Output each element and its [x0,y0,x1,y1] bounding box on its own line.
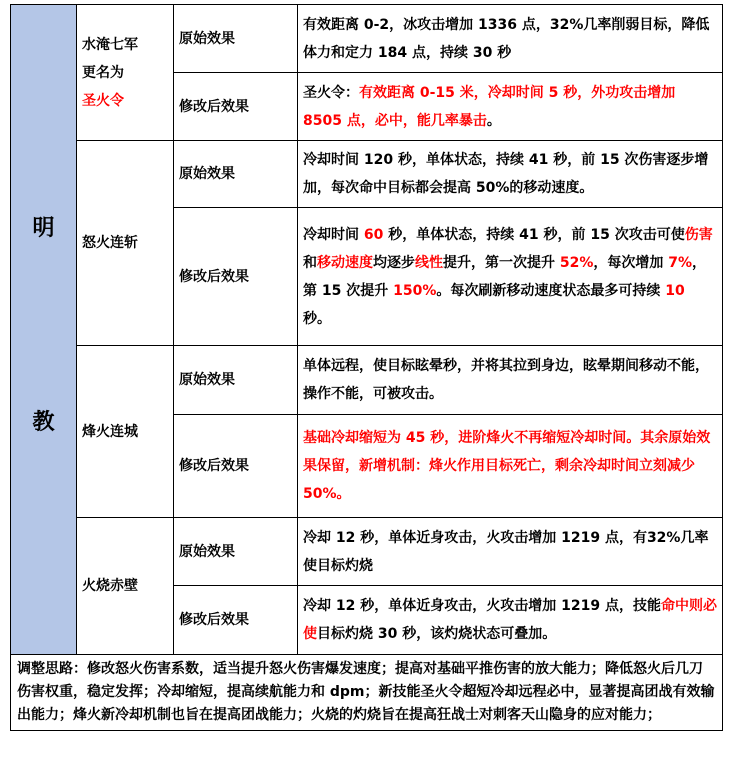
skill-name-cell [77,518,174,655]
original-effect-text: 冷却 12 秒，单体近身攻击，火攻击增加 1219 点，有32%几率使目标灼烧 [298,518,723,586]
effect-text-run: 冷却时间 [303,226,364,243]
effect-text-run: 和 [303,254,317,271]
skill-name: 水淹七军 [82,36,138,53]
effect-text-run: 秒。 [303,310,331,327]
effect-text-run: 。 [486,112,501,129]
modified-effect-text [298,73,723,141]
effect-text-run: ，第 15 次提升 [303,254,707,299]
highlighted-change-text: 60 [363,226,384,243]
skill-table [10,4,723,731]
modified-effect-label: 修改后效果 [174,415,298,518]
modified-effect-text [298,415,723,518]
highlighted-change-text: 有效距离 0-15 米，冷却时间 5 秒，外功攻击增加 8505 点，必中，能几率暴击 [303,84,676,129]
highlighted-change-text: 10 [665,282,685,299]
skill-row-original [11,5,723,73]
skill-name-cell [77,141,174,346]
highlighted-change-text: 7% [668,254,693,271]
modified-effect-label: 修改后效果 [174,208,298,346]
effect-text-run: 秒，单体状态，持续 41 秒，前 15 次攻击可使 [383,226,685,243]
skill-name-cell [77,5,174,141]
note-row [11,655,723,731]
original-effect-text: 冷却时间 120 秒，单体状态，持续 41 秒，前 15 次伤害逐步增加，每次命中目标都会提高 50%的移动速度。 [298,141,723,208]
skill-name: 烽火连城 [82,423,138,440]
effect-text-run: 冷却 12 秒，单体近身攻击，火攻击增加 1219 点，技能 [303,598,661,614]
section-cell [11,5,77,655]
effect-text-run: 目标灼烧 30 秒，该灼烧状态可叠加。 [317,626,557,642]
skill-name: 更名为 [82,64,124,81]
highlighted-change-text: 线性 [415,254,443,271]
highlighted-change-text: 伤害 [684,226,713,243]
original-effect-label: 原始效果 [174,518,298,586]
original-effect-text: 单体远程，使目标眩晕秒，并将其拉到身边，眩晕期间移动不能，操作不能，可被攻击。 [298,346,723,415]
skill-new-name: 圣火令 [82,92,124,109]
effect-text-run: 均逐步 [373,254,415,271]
modified-effect-text [298,208,723,346]
modified-effect-text [298,586,723,655]
effect-text-run: ，每次增加 [593,254,669,271]
skill-change-sheet [10,4,722,731]
original-effect-label: 原始效果 [174,5,298,73]
skill-row-original [11,346,723,415]
highlighted-change-text: 移动速度 [317,254,373,271]
skill-name: 怒火连斩 [82,235,138,251]
skill-row-original [11,141,723,208]
skill-name: 火烧赤壁 [82,578,138,594]
effect-text-run: 。每次刷新移动速度状态最多可持续 [436,282,666,299]
highlighted-change-text: 基础冷却缩短为 45 秒，进阶烽火不再缩短冷却时间。其余原始效果保留，新增机制：烽火作用目标死亡，剩余冷却时间立刻减少 50%。 [303,430,711,502]
skill-row-original [11,518,723,586]
adjustment-note: 调整思路：修改怒火伤害系数，适当提升怒火伤害爆发速度；提高对基础平推伤害的放大能力；降低怒火后几刀伤害权重，稳定发挥；冷却缩短，提高续航能力和 dpm；新技能圣火令超短冷却远程必中，显著提高团战有效输出能力；烽火新冷却机制也旨在提高团战能力；火烧的灼烧旨在提高狂战士对刺客天山隐身的应对能力； [11,655,723,731]
highlighted-change-text: 命中则必使 [303,598,717,642]
section-label-top: 明 [32,215,55,241]
modified-effect-label: 修改后效果 [174,586,298,655]
skill-name-cell [77,346,174,518]
modified-effect-label: 修改后效果 [174,73,298,141]
effect-text-run: 圣火令： [303,84,359,101]
highlighted-change-text: 150% [393,282,437,299]
original-effect-label: 原始效果 [174,346,298,415]
original-effect-text: 有效距离 0-2，冰攻击增加 1336 点，32%几率削弱目标，降低体力和定力 184 点，持续 30 秒 [298,5,723,73]
original-effect-label: 原始效果 [174,141,298,208]
section-label-bottom: 教 [32,409,55,435]
effect-text-run: 提升，第一次提升 [443,254,560,271]
highlighted-change-text: 52% [559,254,594,271]
